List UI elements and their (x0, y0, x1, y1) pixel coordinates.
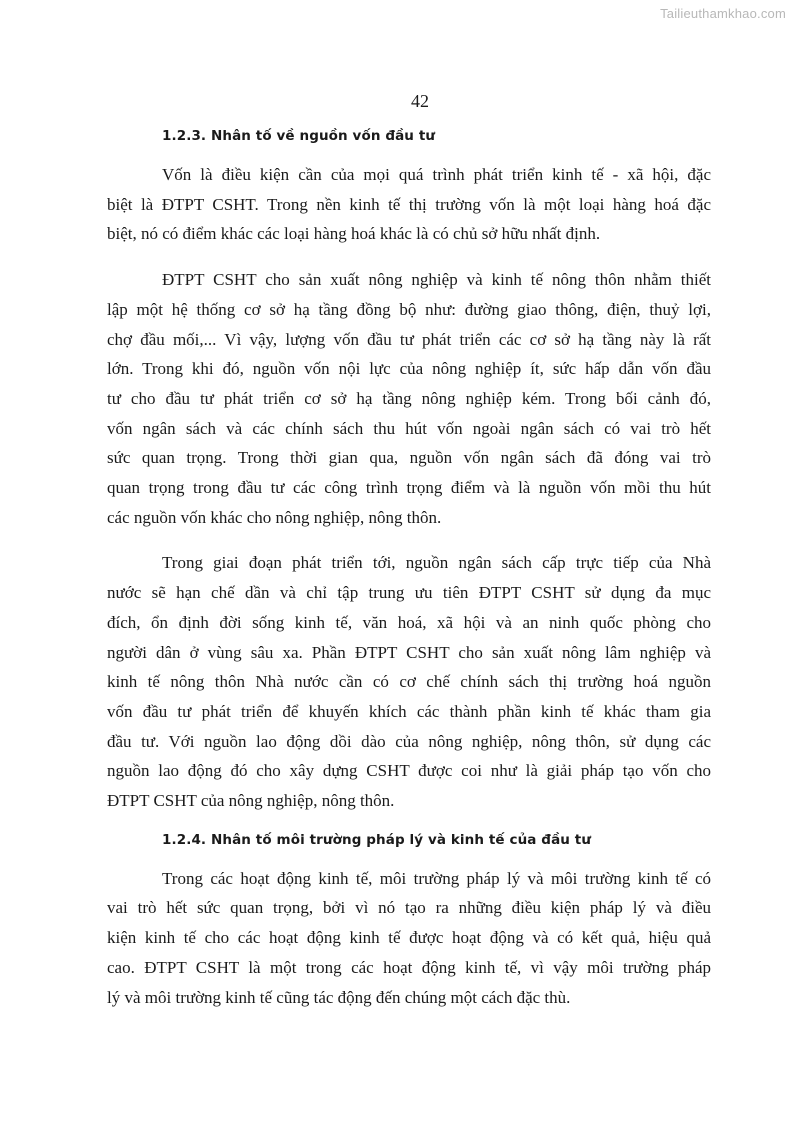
text-line: Vốn là điều kiện cần của mọi quá trình phát triển kinh tế - xã hội, đặc (162, 165, 711, 184)
paragraph (107, 265, 711, 532)
text-line: chợ đầu mối,... Vì vậy, lượng vốn đầu tư phát triển các cơ sở hạ tầng này là rất (107, 329, 711, 349)
text-line: kinh tế nông thôn Nhà nước cần có cơ chế chính sách thị trường hoá nguồn (107, 672, 711, 692)
text-line: lập một hệ thống cơ sở hạ tầng đồng bộ như: đường giao thông, điện, thuỷ lợi, (107, 299, 711, 319)
text-line: ĐTPT CSHT cho sản xuất nông nghiệp và kinh tế nông thôn nhằm thiết (162, 270, 711, 290)
text-line: nguồn lao động đó cho xây dựng CSHT được coi như là giải pháp tạo vốn cho (107, 761, 711, 781)
text-line: lớn. Trong khi đó, nguồn vốn nội lực của nông nghiệp ít, sức hấp dẫn vốn đầu (107, 359, 711, 379)
text-line: kiện kinh tế cho các hoạt động kinh tế được hoạt động và có kết quả, hiệu quả (107, 928, 711, 948)
document-body (107, 128, 711, 1028)
text-line: Trong giai đoạn phát triển tới, nguồn ngân sách cấp trực tiếp của Nhà (162, 553, 711, 573)
paragraph (107, 160, 711, 249)
text-line: quan trọng trong đầu tư các công trình trọng điểm và là nguồn vốn mồi thu hút (107, 478, 711, 498)
watermark-text: Tailieuthamkhao.com (660, 6, 786, 21)
text-line: các nguồn vốn khác cho nông nghiệp, nông thôn. (107, 507, 442, 527)
text-line: sức quan trọng. Trong thời gian qua, nguồn vốn ngân sách đã đóng vai trò (107, 448, 711, 468)
text-line: tư cho đầu tư phát triển cơ sở hạ tầng nông nghiệp kém. Trong bối cảnh đó, (107, 388, 711, 408)
text-line: vai trò hết sức quan trọng, bởi vì nó tạo ra những điều kiện pháp lý và điều (107, 898, 711, 918)
text-line: ĐTPT CSHT của nông nghiệp, nông thôn. (107, 791, 395, 811)
text-line: đầu tư. Với nguồn lao động dồi dào của nông nghiệp, nông thôn, sử dụng các (107, 731, 711, 751)
text-line: Trong các hoạt động kinh tế, môi trường pháp lý và môi trường kinh tế có (162, 868, 711, 888)
text-line: nước sẽ hạn chế dần và chỉ tập trung ưu tiên ĐTPT CSHT sử dụng đa mục (107, 583, 711, 603)
section-heading-1-2-4: 1.2.4. Nhân tố môi trường pháp lý và kinh tế của đầu tư (162, 831, 592, 848)
paragraph (107, 864, 711, 1013)
text-line: đích, ổn định đời sống kinh tế, văn hoá, xã hội và an ninh quốc phòng cho (107, 612, 711, 632)
paragraph (107, 548, 711, 815)
page-number: 42 (411, 91, 429, 111)
text-line: vốn đầu tư phát triển để khuyến khích các thành phần kinh tế khác tham gia (107, 701, 711, 721)
text-line: biệt là ĐTPT CSHT. Trong nền kinh tế thị trường vốn là một loại hàng hoá đặc (107, 194, 711, 214)
text-line: vốn ngân sách và các chính sách thu hút vốn ngoài ngân sách có vai trò hết (107, 418, 711, 438)
section-heading-1-2-3: 1.2.3. Nhân tố về nguồn vốn đầu tư (162, 128, 436, 144)
text-line: người dân ở vùng sâu xa. Phần ĐTPT CSHT cho sản xuất nông lâm nghiệp và (107, 642, 711, 662)
text-line: cao. ĐTPT CSHT là một trong các hoạt động kinh tế, vì vậy môi trường pháp (107, 957, 711, 977)
text-line: lý và môi trường kinh tế cũng tác động đến chúng một cách đặc thù. (107, 987, 571, 1007)
text-line: biệt, nó có điểm khác các loại hàng hoá khác là có chủ sở hữu nhất định. (107, 224, 601, 244)
